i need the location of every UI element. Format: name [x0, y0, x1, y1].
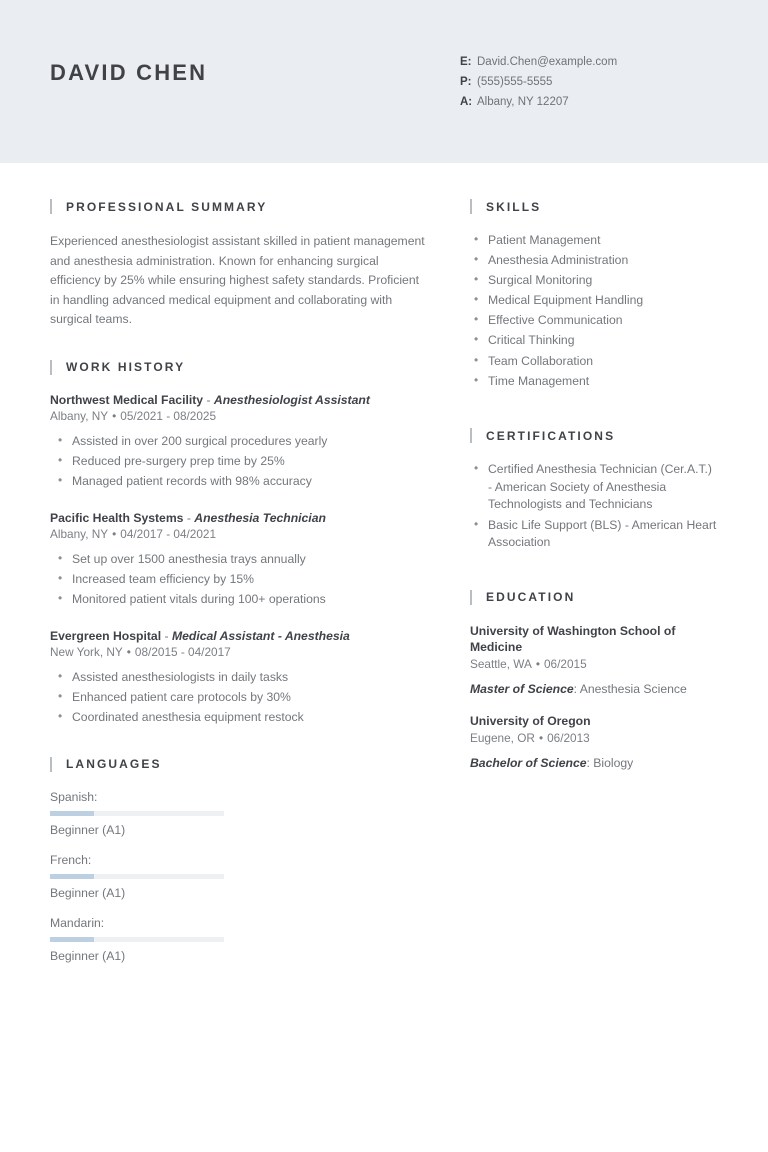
resume-header: [0, 0, 768, 163]
summary-heading-label: PROFESSIONAL SUMMARY: [66, 199, 268, 214]
language-name: Spanish:: [50, 789, 98, 804]
list-item: • Increased team efficiency by 15%: [50, 570, 428, 589]
job-bullets: [50, 668, 428, 727]
education-degree-name: Bachelor of Science: [470, 755, 587, 770]
education-degree: [470, 756, 718, 770]
job-meta: [50, 527, 428, 541]
education-degree-field: : Anesthesia Science: [573, 681, 687, 696]
contact-block: [460, 52, 617, 112]
work-history-entry: [50, 629, 428, 727]
job-company-title: [50, 629, 428, 643]
list-item: • Coordinated anesthesia equipment restock: [50, 708, 428, 727]
skill-item: • Effective Communication: [470, 312, 718, 330]
education-meta: [470, 731, 718, 745]
education-meta: [470, 657, 718, 671]
section-skills: [470, 199, 718, 390]
job-bullets: [50, 550, 428, 609]
job-company-title: [50, 511, 428, 525]
summary-heading: [50, 199, 428, 214]
skill-item: • Time Management: [470, 373, 718, 391]
job-separator: -: [203, 392, 214, 407]
contact-phone-value[interactable]: (555)555-5555: [477, 76, 553, 88]
work-history-entry: [50, 511, 428, 609]
list-item: • Reduced pre-surgery prep time by 25%: [50, 452, 428, 471]
left-column: [50, 163, 428, 1009]
accent-bar-icon: [470, 428, 472, 443]
list-item: • Monitored patient vitals during 100+ operations: [50, 590, 428, 609]
resume-body: [0, 163, 768, 1009]
job-dates: 08/2015 - 04/2017: [134, 644, 231, 659]
job-meta: [50, 409, 428, 423]
education-school: University of Washington School of Medicine: [470, 623, 676, 654]
job-location: Albany, NY: [50, 526, 109, 541]
skill-item: • Medical Equipment Handling: [470, 292, 718, 310]
contact-email-row: [460, 52, 617, 72]
job-meta: [50, 645, 428, 659]
section-education: [470, 590, 718, 770]
contact-address-value: Albany, NY 12207: [477, 96, 569, 108]
section-languages: [50, 757, 428, 979]
contact-email-value[interactable]: David.Chen@example.com: [477, 56, 618, 68]
skill-item: • Team Collaboration: [470, 353, 718, 371]
list-item: • Enhanced patient care protocols by 30%: [50, 688, 428, 707]
certifications-heading: [470, 428, 718, 443]
bullet-separator-icon: •: [538, 730, 544, 745]
education-date: 06/2015: [544, 656, 587, 671]
skills-heading: [470, 199, 718, 214]
language-progress-fill: [50, 811, 94, 816]
education-degree-field: : Biology: [586, 755, 634, 770]
job-location: Albany, NY: [50, 408, 109, 423]
work-history-heading-label: WORK HISTORY: [66, 360, 186, 374]
education-location: Seattle, WA: [470, 656, 532, 671]
job-bullets: [50, 432, 428, 491]
job-company: Pacific Health Systems: [50, 510, 184, 525]
bullet-separator-icon: •: [112, 408, 117, 423]
education-heading-label: EDUCATION: [486, 590, 576, 605]
language-level: Beginner (A1): [50, 885, 126, 900]
education-location: Eugene, OR: [470, 730, 535, 745]
education-date: 06/2013: [547, 730, 590, 745]
skills-heading-label: SKILLS: [486, 199, 542, 214]
skill-item: • Anesthesia Administration: [470, 252, 718, 270]
contact-address-row: [460, 92, 617, 112]
work-history-heading: [50, 360, 428, 375]
right-column: [470, 163, 718, 1009]
job-separator: -: [161, 628, 172, 643]
job-dates: 04/2017 - 04/2021: [120, 526, 217, 541]
bullet-separator-icon: •: [126, 644, 131, 659]
column-gap: [428, 163, 470, 1009]
work-history-list: [50, 393, 428, 727]
education-entry: [470, 713, 718, 770]
education-entry: [470, 623, 718, 696]
language-name: Mandarin:: [50, 915, 105, 930]
certifications-heading-label: CERTIFICATIONS: [486, 428, 616, 443]
language-entry: [50, 916, 224, 963]
skill-item: • Patient Management: [470, 232, 718, 250]
certification-item: • Basic Life Support (BLS) - American Heart Association: [470, 517, 718, 552]
language-progress-track: [50, 874, 224, 879]
job-company: Evergreen Hospital: [50, 628, 162, 643]
list-item: • Set up over 1500 anesthesia trays annually: [50, 550, 428, 569]
language-entry: [50, 790, 224, 837]
job-title: Medical Assistant - Anesthesia: [171, 628, 350, 643]
work-history-entry: [50, 393, 428, 491]
languages-heading: [50, 757, 428, 772]
bullet-separator-icon: •: [112, 526, 117, 541]
list-item: • Assisted in over 200 surgical procedures yearly: [50, 432, 428, 451]
accent-bar-icon: [50, 199, 52, 214]
job-title: Anesthesiologist Assistant: [213, 392, 370, 407]
list-item: • Assisted anesthesiologists in daily tasks: [50, 668, 428, 687]
job-company-title: [50, 393, 428, 407]
contact-phone-row: [460, 72, 617, 92]
language-progress-fill: [50, 937, 94, 942]
education-degree: [470, 682, 718, 696]
job-company: Northwest Medical Facility: [50, 392, 204, 407]
job-dates: 05/2021 - 08/2025: [120, 408, 217, 423]
summary-text: Experienced anesthesiologist assistant skilled in patient management and anesthesia administration. Known for enhancing surgical efficiency by 25% while ensuring highest safety standards. Proficient in handling advanced medical equipment and collaborating with surgical teams.: [50, 234, 425, 326]
contact-address-label: A:: [460, 96, 473, 108]
language-level: Beginner (A1): [50, 822, 126, 837]
languages-heading-label: LANGUAGES: [66, 757, 162, 771]
job-title: Anesthesia Technician: [194, 510, 326, 525]
bullet-separator-icon: •: [535, 656, 540, 671]
section-certifications: [470, 428, 718, 551]
accent-bar-icon: [50, 360, 52, 375]
section-professional-summary: [50, 199, 428, 330]
language-progress-fill: [50, 874, 94, 879]
contact-email-label: E:: [460, 56, 472, 68]
education-degree-name: Master of Science: [470, 681, 574, 696]
language-entry: [50, 853, 224, 900]
education-heading: [470, 590, 718, 605]
accent-bar-icon: [470, 199, 472, 214]
language-progress-track: [50, 811, 224, 816]
job-location: New York, NY: [50, 644, 123, 659]
contact-phone-label: P:: [460, 76, 472, 88]
education-list: [470, 623, 718, 770]
accent-bar-icon: [470, 590, 472, 605]
certification-item: • Certified Anesthesia Technician (Cer.A.T.) - American Society of Anesthesia Technologists and Technicians: [470, 461, 718, 514]
language-progress-track: [50, 937, 224, 942]
skill-item: • Critical Thinking: [470, 332, 718, 350]
language-name: French:: [50, 852, 92, 867]
list-item: • Managed patient records with 98% accuracy: [50, 472, 428, 491]
accent-bar-icon: [50, 757, 52, 772]
job-separator: -: [183, 510, 195, 525]
skills-list: [470, 232, 718, 390]
languages-list: [50, 790, 428, 979]
education-school: University of Oregon: [470, 713, 591, 728]
certifications-list: [470, 461, 718, 551]
section-work-history: [50, 360, 428, 727]
page-title: DAVID CHEN: [50, 60, 208, 85]
language-level: Beginner (A1): [50, 948, 126, 963]
skill-item: • Surgical Monitoring: [470, 272, 718, 290]
